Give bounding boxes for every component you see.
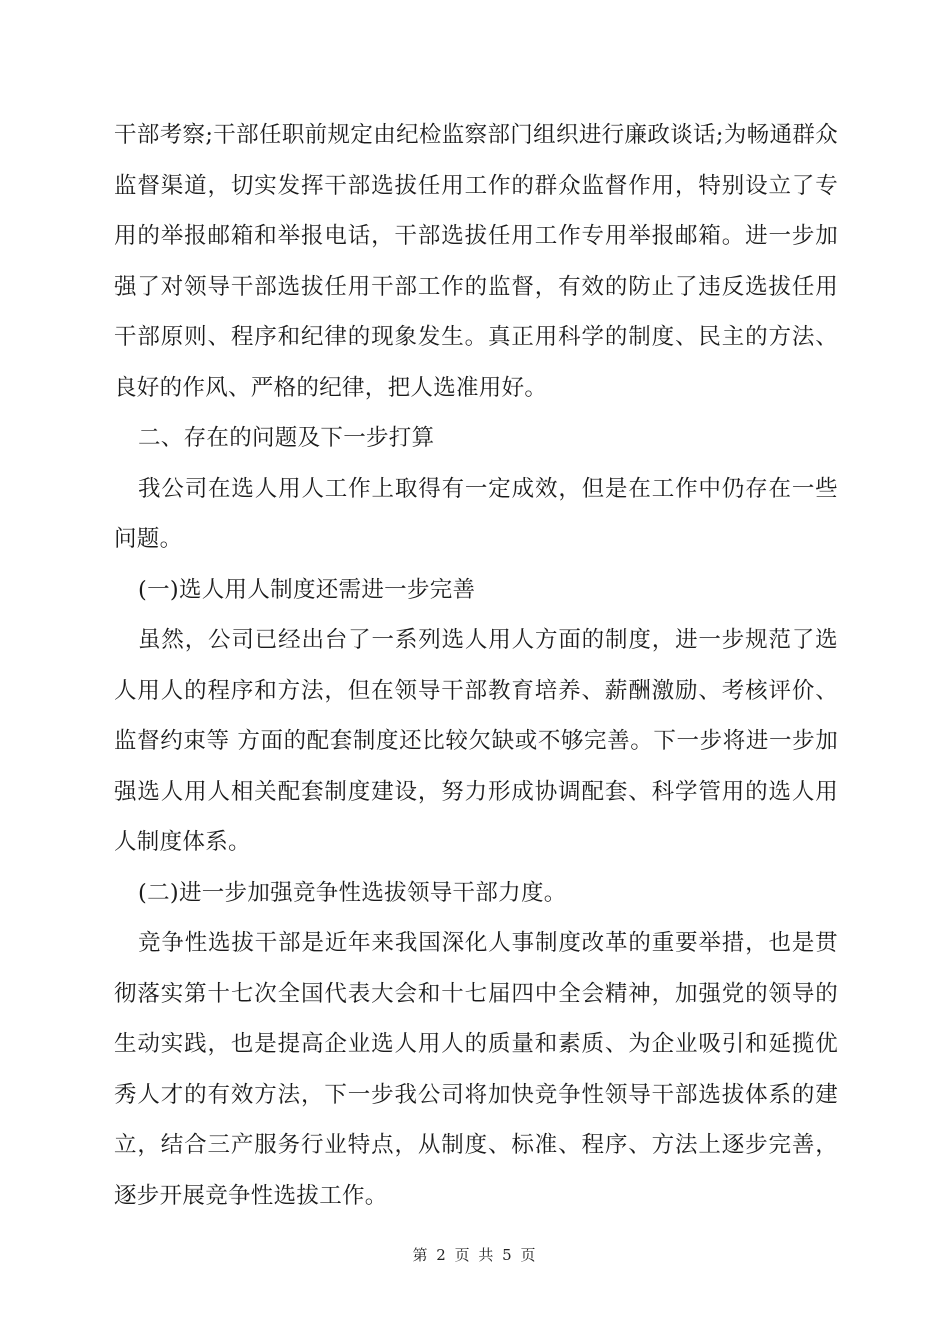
- section-heading-problems: 二、存在的问题及下一步打算: [138, 425, 435, 451]
- paragraph-intro-problems: 我公司在选人用人工作上取得有一定成效，但是在工作中仍存在一些问题。: [114, 475, 838, 552]
- subheading-2: (二)进一步加强竞争性选拔领导干部力度。: [138, 879, 567, 906]
- document-body: [114, 110, 838, 1221]
- paragraph-system-improvement: 虽然，公司已经出台了一系列选人用人方面的制度，进一步规范了选人用人的程序和方法，但在领导干部教育培养、薪酬激励、考核评价、监督约束等 方面的配套制度还比较欠缺或不够完善。下一步将进一步加强选人用人相关配套制度建设，努力形成协调配套、科学管用的选人用人制度体系。: [114, 627, 838, 855]
- subheading-1: (一)选人用人制度还需进一步完善: [138, 576, 476, 603]
- paragraph-competitive-selection: 竞争性选拔干部是近年来我国深化人事制度改革的重要举措，也是贯彻落实第十七次全国代表大会和十七届四中全会精神，加强党的领导的生动实践，也是提高企业选人用人的质量和素质、为企业吸引和延揽优秀人才的有效方法，下一步我公司将加快竞争性领导干部选拔体系的建立，结合三产服务行业特点，从制度、标准、程序、方法上逐步完善，逐步开展竞争性选拔工作。: [114, 930, 838, 1209]
- page-number-footer: 第 2 页 共 5 页: [412, 1246, 538, 1264]
- paragraph-continuation: 干部考察;干部任职前规定由纪检监察部门组织进行廉政谈话;为畅通群众监督渠道，切实发挥干部选拔任用工作的群众监督作用，特别设立了专用的举报邮箱和举报电话，干部选拔任用工作专用举报邮箱。进一步加强了对领导干部选拔任用干部工作的监督，有效的防止了违反选拔任用干部原则、程序和纪律的现象发生。真正用科学的制度、民主的方法、良好的作风、严格的纪律，把人选准用好。: [114, 122, 838, 401]
